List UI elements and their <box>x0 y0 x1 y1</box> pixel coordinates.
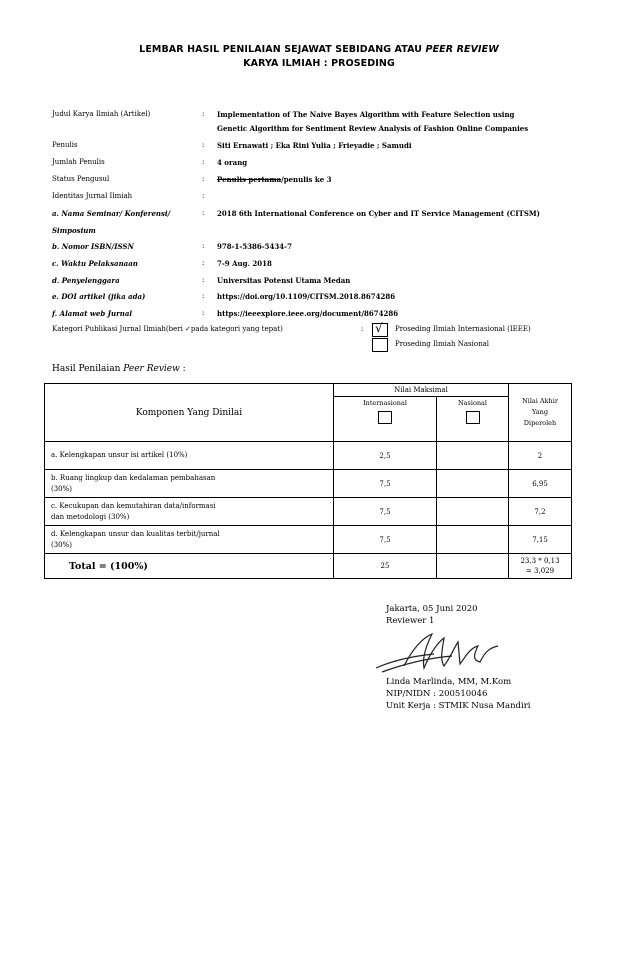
kategori-internasional-label: Proseding Ilmiah Internasional (IEEE) <box>395 325 531 333</box>
title-text: LEMBAR HASIL PENILAIAN SEJAWAT SEBIDANG ATAU <box>139 44 426 55</box>
info-colon: : <box>202 309 205 317</box>
info-label: Identitas Jurnal Ilmiah <box>52 192 133 200</box>
internasional-cell: 2,5 <box>334 442 437 470</box>
nilai-maksimal-header: Nilai Maksimal <box>334 384 509 397</box>
nilai-akhir-cell: 7,2 <box>509 498 572 526</box>
hasil-penilaian-heading <box>52 364 186 374</box>
info-row-judul-cont <box>52 124 612 138</box>
info-label: a. Nama Seminar/ Konferensi/ <box>52 209 171 218</box>
info-colon: : <box>202 209 205 217</box>
struck-text: Penulis pertama <box>217 175 282 184</box>
komponen-text: dan metodologi (30%) <box>51 512 130 521</box>
info-label: Penulis <box>52 141 78 149</box>
komponen-text: d. Kelengkapan unsur dan kualitas terbit/jurnal <box>51 529 220 538</box>
info-colon: : <box>202 276 205 284</box>
info-label: Simposium <box>52 226 96 235</box>
komponen-text: (30%) <box>51 540 73 549</box>
document-title-line2: KARYA ILMIAH : PROSEDING <box>243 58 395 69</box>
total-akhir-cell <box>509 554 572 579</box>
score-table <box>44 383 572 579</box>
kategori-label: Kategori Publikasi Jurnal Ilmiah(beri ✓pada kategori yang tepat) <box>52 325 283 333</box>
nilai-akhir-header-line: Yang <box>531 408 548 416</box>
hasil-suffix: : <box>179 364 186 374</box>
info-label: Jumlah Penulis <box>52 158 105 166</box>
internasional-header-text: Internasional <box>363 399 407 407</box>
komponen-cell <box>45 442 334 470</box>
total-akhir-line: = 3,029 <box>525 567 555 575</box>
info-label: e. DOI artikel (jika ada) <box>52 292 146 301</box>
table-row <box>45 526 572 554</box>
info-row-waktu <box>52 259 612 273</box>
info-colon: : <box>202 192 205 200</box>
info-value: Universitas Potensi Utama Medan <box>217 276 351 285</box>
komponen-text: a. Kelengkapan unsur isi artikel (10%) <box>51 451 188 459</box>
info-colon: : <box>202 259 205 267</box>
handwritten-signature-icon <box>374 628 504 678</box>
info-value <box>217 175 617 184</box>
info-row-jumlah-penulis <box>52 158 612 172</box>
info-value: Siti Ernawati ; Eka Rini Yulia ; Frieyadie ; Samudi <box>217 141 412 150</box>
komponen-text: c. Kecukupan dan kemutahiran data/informasi <box>51 501 216 510</box>
check-mark-icon: √ <box>375 321 383 335</box>
komponen-header: Komponen Yang Dinilai <box>45 384 334 442</box>
info-row-nama-seminar <box>52 209 612 223</box>
info-value: 7-9 Aug. 2018 <box>217 259 272 268</box>
info-value: https://ieeexplore.ieee.org/document/8674286 <box>217 309 399 318</box>
komponen-cell <box>45 498 334 526</box>
status-rest: /penulis ke 3 <box>281 175 332 184</box>
nilai-akhir-header <box>509 384 572 442</box>
info-row-penulis <box>52 141 612 155</box>
internasional-checkbox[interactable] <box>378 411 392 424</box>
nilai-akhir-cell: 2 <box>509 442 572 470</box>
nasional-cell <box>437 470 509 498</box>
document-title-line1 <box>0 44 638 55</box>
title-italic-text: PEER REVIEW <box>425 44 499 55</box>
nilai-akhir-header-line: Diperoleh <box>523 419 557 427</box>
table-header-row <box>45 384 572 397</box>
internasional-cell: 7,5 <box>334 526 437 554</box>
info-row-simposium <box>52 226 612 240</box>
info-label: c. Waktu Pelaksanaan <box>52 259 138 268</box>
total-label: Total = (100%) <box>45 554 334 579</box>
internasional-cell: 7,5 <box>334 498 437 526</box>
info-label: f. Alamat web Jurnal <box>52 309 133 318</box>
info-colon: : <box>202 110 205 118</box>
info-colon: : <box>202 175 205 183</box>
signature-role: Reviewer 1 <box>386 616 435 626</box>
info-value: 978-1-5386-5434-7 <box>217 242 292 251</box>
info-colon: : <box>202 292 205 300</box>
kategori-colon: : <box>361 325 364 333</box>
nasional-header <box>437 397 509 442</box>
nasional-cell <box>437 526 509 554</box>
info-label: d. Penyelenggara <box>52 276 120 285</box>
info-value: 2018 6th International Conference on Cyber and IT Service Management (CITSM) <box>217 209 540 218</box>
signature-place-date: Jakarta, 05 Juni 2020 <box>386 604 478 614</box>
hasil-prefix: Hasil Penilaian <box>52 364 124 374</box>
total-nasional-cell <box>437 554 509 579</box>
nasional-cell <box>437 442 509 470</box>
internasional-header <box>334 397 437 442</box>
info-value: https://doi.org/10.1109/CITSM.2018.8674286 <box>217 292 396 301</box>
info-row-status-pengusul <box>52 175 612 189</box>
table-row <box>45 498 572 526</box>
hasil-italic: Peer Review <box>123 364 180 374</box>
nasional-header-text: Nasional <box>457 399 488 407</box>
info-colon: : <box>202 158 205 166</box>
kategori-nasional-label: Proseding Ilmiah Nasional <box>395 340 489 348</box>
komponen-text: (30%) <box>51 484 73 493</box>
total-row <box>45 554 572 579</box>
info-row-judul <box>52 110 612 124</box>
info-row-isbn <box>52 242 612 256</box>
info-label: b. Nomor ISBN/ISSN <box>52 242 134 251</box>
info-label: Status Pengusul <box>52 175 110 183</box>
kategori-nasional-checkbox[interactable] <box>372 338 388 352</box>
info-colon: : <box>202 141 205 149</box>
nilai-akhir-header-line: Nilai Akhir <box>522 397 558 405</box>
info-value: Genetic Algorithm for Sentiment Review Analysis of Fashion Online Companies <box>217 124 529 133</box>
info-row-identitas <box>52 192 612 206</box>
internasional-cell: 7,5 <box>334 470 437 498</box>
reviewer-name: Linda Marlinda, MM, M.Kom <box>386 677 512 687</box>
info-label: Judul Karya Ilmiah (Artikel) <box>52 110 151 118</box>
kategori-internasional-checkbox[interactable] <box>372 323 388 337</box>
table-row <box>45 470 572 498</box>
komponen-cell <box>45 470 334 498</box>
total-akhir-line: 23,3 * 0,13 <box>520 557 560 565</box>
nilai-akhir-cell: 7,15 <box>509 526 572 554</box>
nilai-akhir-cell: 6,95 <box>509 470 572 498</box>
nasional-cell <box>437 498 509 526</box>
komponen-text: b. Ruang lingkup dan kedalaman pembahasan <box>51 473 216 482</box>
table-row <box>45 442 572 470</box>
komponen-cell <box>45 526 334 554</box>
reviewer-unit: Unit Kerja : STMIK Nusa Mandiri <box>386 701 531 711</box>
info-value: 4 orang <box>217 158 248 167</box>
nasional-checkbox[interactable] <box>466 411 480 424</box>
total-internasional-cell: 25 <box>334 554 437 579</box>
info-colon: : <box>202 242 205 250</box>
info-row-doi <box>52 292 612 306</box>
info-row-alamat-web <box>52 309 612 323</box>
reviewer-nip: NIP/NIDN : 200510046 <box>386 689 488 699</box>
info-value: Implementation of The Naive Bayes Algorithm with Feature Selection using <box>217 110 515 119</box>
info-row-penyelenggara <box>52 276 612 290</box>
